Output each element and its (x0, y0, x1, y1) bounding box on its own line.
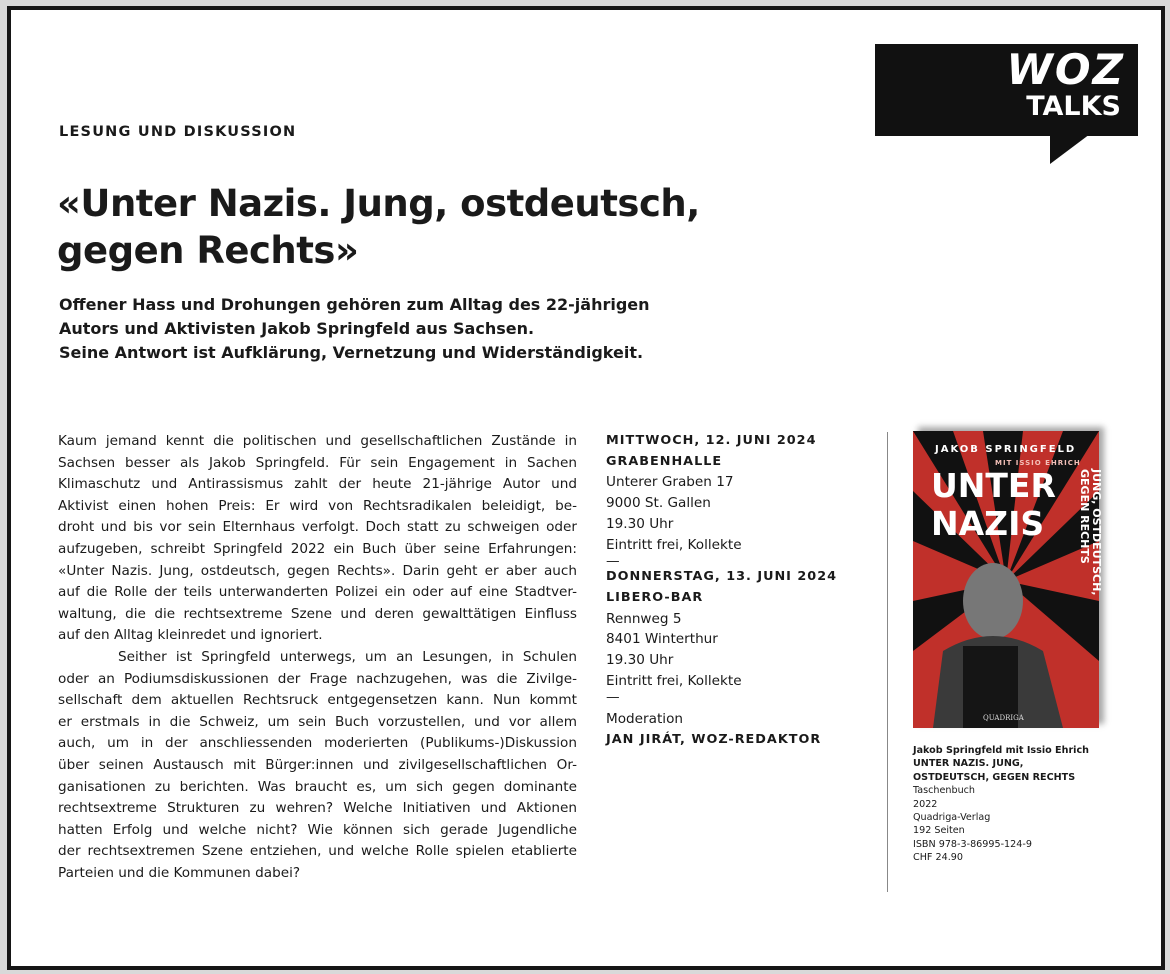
cover-author: JAKOB SPRINGFELD (935, 444, 1077, 455)
event-entry: Eintritt frei, Kollekte (606, 672, 742, 689)
event-city: 9000 St. Gallen (606, 495, 711, 512)
poster (7, 6, 1165, 970)
logo-woz: WOZ (1006, 45, 1125, 94)
body-line: Seither ist Springfeld unterwegs, um an Lesungen, in Schulen (118, 648, 577, 665)
body-line: auf den Alltag kleinredet und ignoriert. (58, 627, 323, 644)
book-cover (913, 431, 1103, 728)
body-line: auch, um in der anschliessenden moderierten (Publikums-)Diskussion (58, 735, 577, 752)
lead-line: Autors und Aktivisten Jakob Springfeld aus Sachsen. (59, 319, 535, 338)
moderator-name: JAN JIRÁT, WOZ-REDAKTOR (606, 732, 822, 748)
cover-title (931, 467, 1056, 543)
cover-title-line: UNTER (931, 466, 1056, 505)
event-entry: Eintritt frei, Kollekte (606, 536, 742, 553)
event-time: 19.30 Uhr (606, 652, 674, 669)
body-line: hatten Erfolg und welche nicht? Wie können sich gerade Jugendliche (58, 821, 577, 838)
woz-talks-logo (875, 44, 1139, 178)
body-line: über seinen Austausch mit Bürger:innen und zivilgesellschaftlichen Or- (58, 756, 577, 773)
lead-text (59, 293, 650, 365)
body-line: ganisationen zu berichten. Was braucht es, um sich gegen dominante (58, 778, 577, 795)
event-date: MITTWOCH, 12. JUNI 2024 (606, 433, 817, 448)
body-line: der rechtsextremen Szene entziehen, und welche Rolle spielen etablierte (58, 843, 577, 860)
event-street: Unterer Graben 17 (606, 474, 734, 491)
book-title: UNTER NAZIS. JUNG, (913, 758, 1024, 770)
cover-subtitle: JUNG, OSTDEUTSCH, GEGEN RECHTS (1078, 469, 1103, 596)
book-isbn: ISBN 978-3-86995-124-9 (913, 838, 1032, 850)
cover-publisher: QUADRIGA (983, 714, 1024, 722)
body-line: Aktivist einen hohen Preis: Er wird von Rechtsradikalen beleidigt, be- (58, 497, 577, 514)
title-line: gegen Rechts» (57, 229, 359, 272)
body-line: rechtsextreme Strukturen zu wehren? Welche Initiativen und Aktionen (58, 800, 577, 817)
body-line: Kaum jemand kennt die politischen und gesellschaftlichen Zustände in (58, 433, 577, 449)
event-city: 8401 Winterthur (606, 631, 718, 648)
body-line: Parteien und die Kommunen dabei? (58, 864, 301, 881)
book-title: OSTDEUTSCH, GEGEN RECHTS (913, 771, 1076, 783)
body-line: droht und bis vor sein Elternhaus verfolgt. Doch statt zu schweigen oder (58, 519, 577, 536)
body-line: Sachsen besser als Jakob Springfeld. Für sein Engagement in Sachen (58, 454, 577, 471)
book-publisher: Quadriga-Verlag (913, 812, 991, 824)
page-title (57, 180, 700, 274)
event-venue: LIBERO-BAR (606, 589, 704, 605)
body-text (58, 431, 577, 884)
book-details (913, 744, 1089, 865)
event-street: Rennweg 5 (606, 610, 682, 627)
book-format: Taschenbuch (913, 785, 976, 797)
body-line: er erstmals in die Schweiz, um sein Buch vorzustellen, und vor allem (58, 713, 577, 730)
book-pages: 192 Seiten (913, 825, 965, 837)
divider (887, 432, 888, 892)
lead-line: Offener Hass und Drohungen gehören zum Alltag des 22-jährigen (59, 295, 650, 314)
book-price: CHF 24.90 (913, 852, 963, 864)
body-line: sellschaft dem aktuellen Rechtsruck entgegensetzen kann. Nun kommt (58, 692, 577, 709)
body-line: aufzugeben, schreibt Springfeld 2022 ein Buch über seine Erfahrungen: (58, 540, 577, 557)
cover-title-line: NAZIS (931, 504, 1045, 543)
body-line: «Unter Nazis. Jung, ostdeutsch, gegen Rechts». Darin geht er aber auch (58, 562, 577, 579)
book-author: Jakob Springfeld mit Issio Ehrich (913, 745, 1089, 756)
separator: — (606, 689, 620, 706)
title-line: «Unter Nazis. Jung, ostdeutsch, (57, 182, 700, 225)
body-line: Klimaschutz und Antirassismus zahlt der heute 21-jährige Autor und (58, 476, 577, 493)
lead-line: Seine Antwort ist Aufklärung, Vernetzung und Widerständigkeit. (59, 343, 644, 362)
body-line: oder an Podiumsdiskussionen der Frage nachzugehen, was die Zivilge- (58, 670, 577, 687)
event-list (606, 431, 837, 751)
cover-coauthor: MIT ISSIO EHRICH (995, 459, 1081, 467)
event-time: 19.30 Uhr (606, 515, 674, 532)
kicker: LESUNG UND DISKUSSION (59, 124, 297, 140)
separator: — (606, 553, 620, 570)
book-year: 2022 (913, 798, 938, 810)
event-venue: GRABENHALLE (606, 453, 723, 469)
moderation-label: Moderation (606, 711, 683, 728)
body-line: waltung, die die rechtsextreme Szene und deren gewalttätigen Einfluss (58, 605, 577, 622)
event-date: DONNERSTAG, 13. JUNI 2024 (606, 569, 838, 585)
body-line: auf die Rolle der teils unterwanderten Polizei ein oder auf eine Stadtver- (58, 584, 577, 601)
logo-talks: TALKS (1026, 91, 1121, 122)
